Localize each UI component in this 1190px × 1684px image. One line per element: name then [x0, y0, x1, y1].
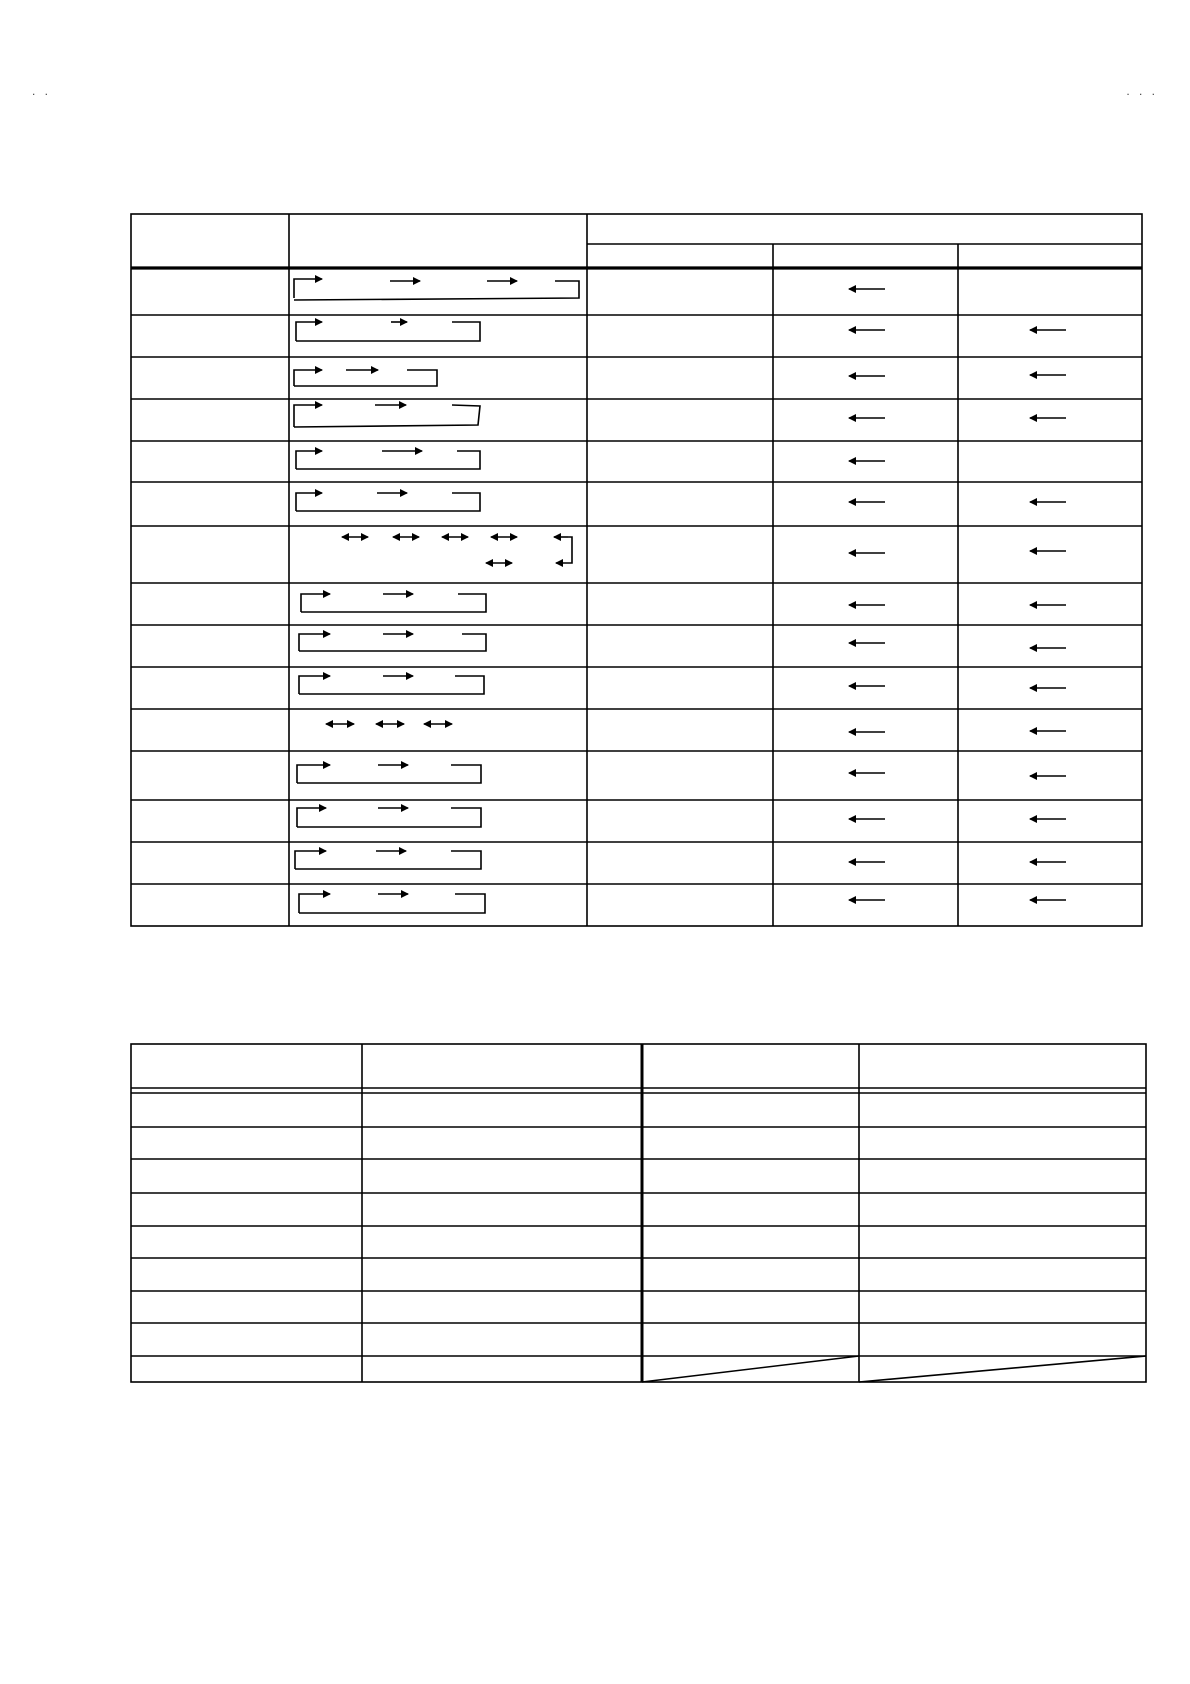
table2-diagonal-strike: [642, 1356, 859, 1382]
page-corner-mark-right: . . .: [1126, 84, 1158, 98]
table2-frame: [131, 1044, 1146, 1382]
page-corner-mark-left: . .: [32, 84, 52, 98]
table2-diagonal-strike: [859, 1356, 1146, 1382]
